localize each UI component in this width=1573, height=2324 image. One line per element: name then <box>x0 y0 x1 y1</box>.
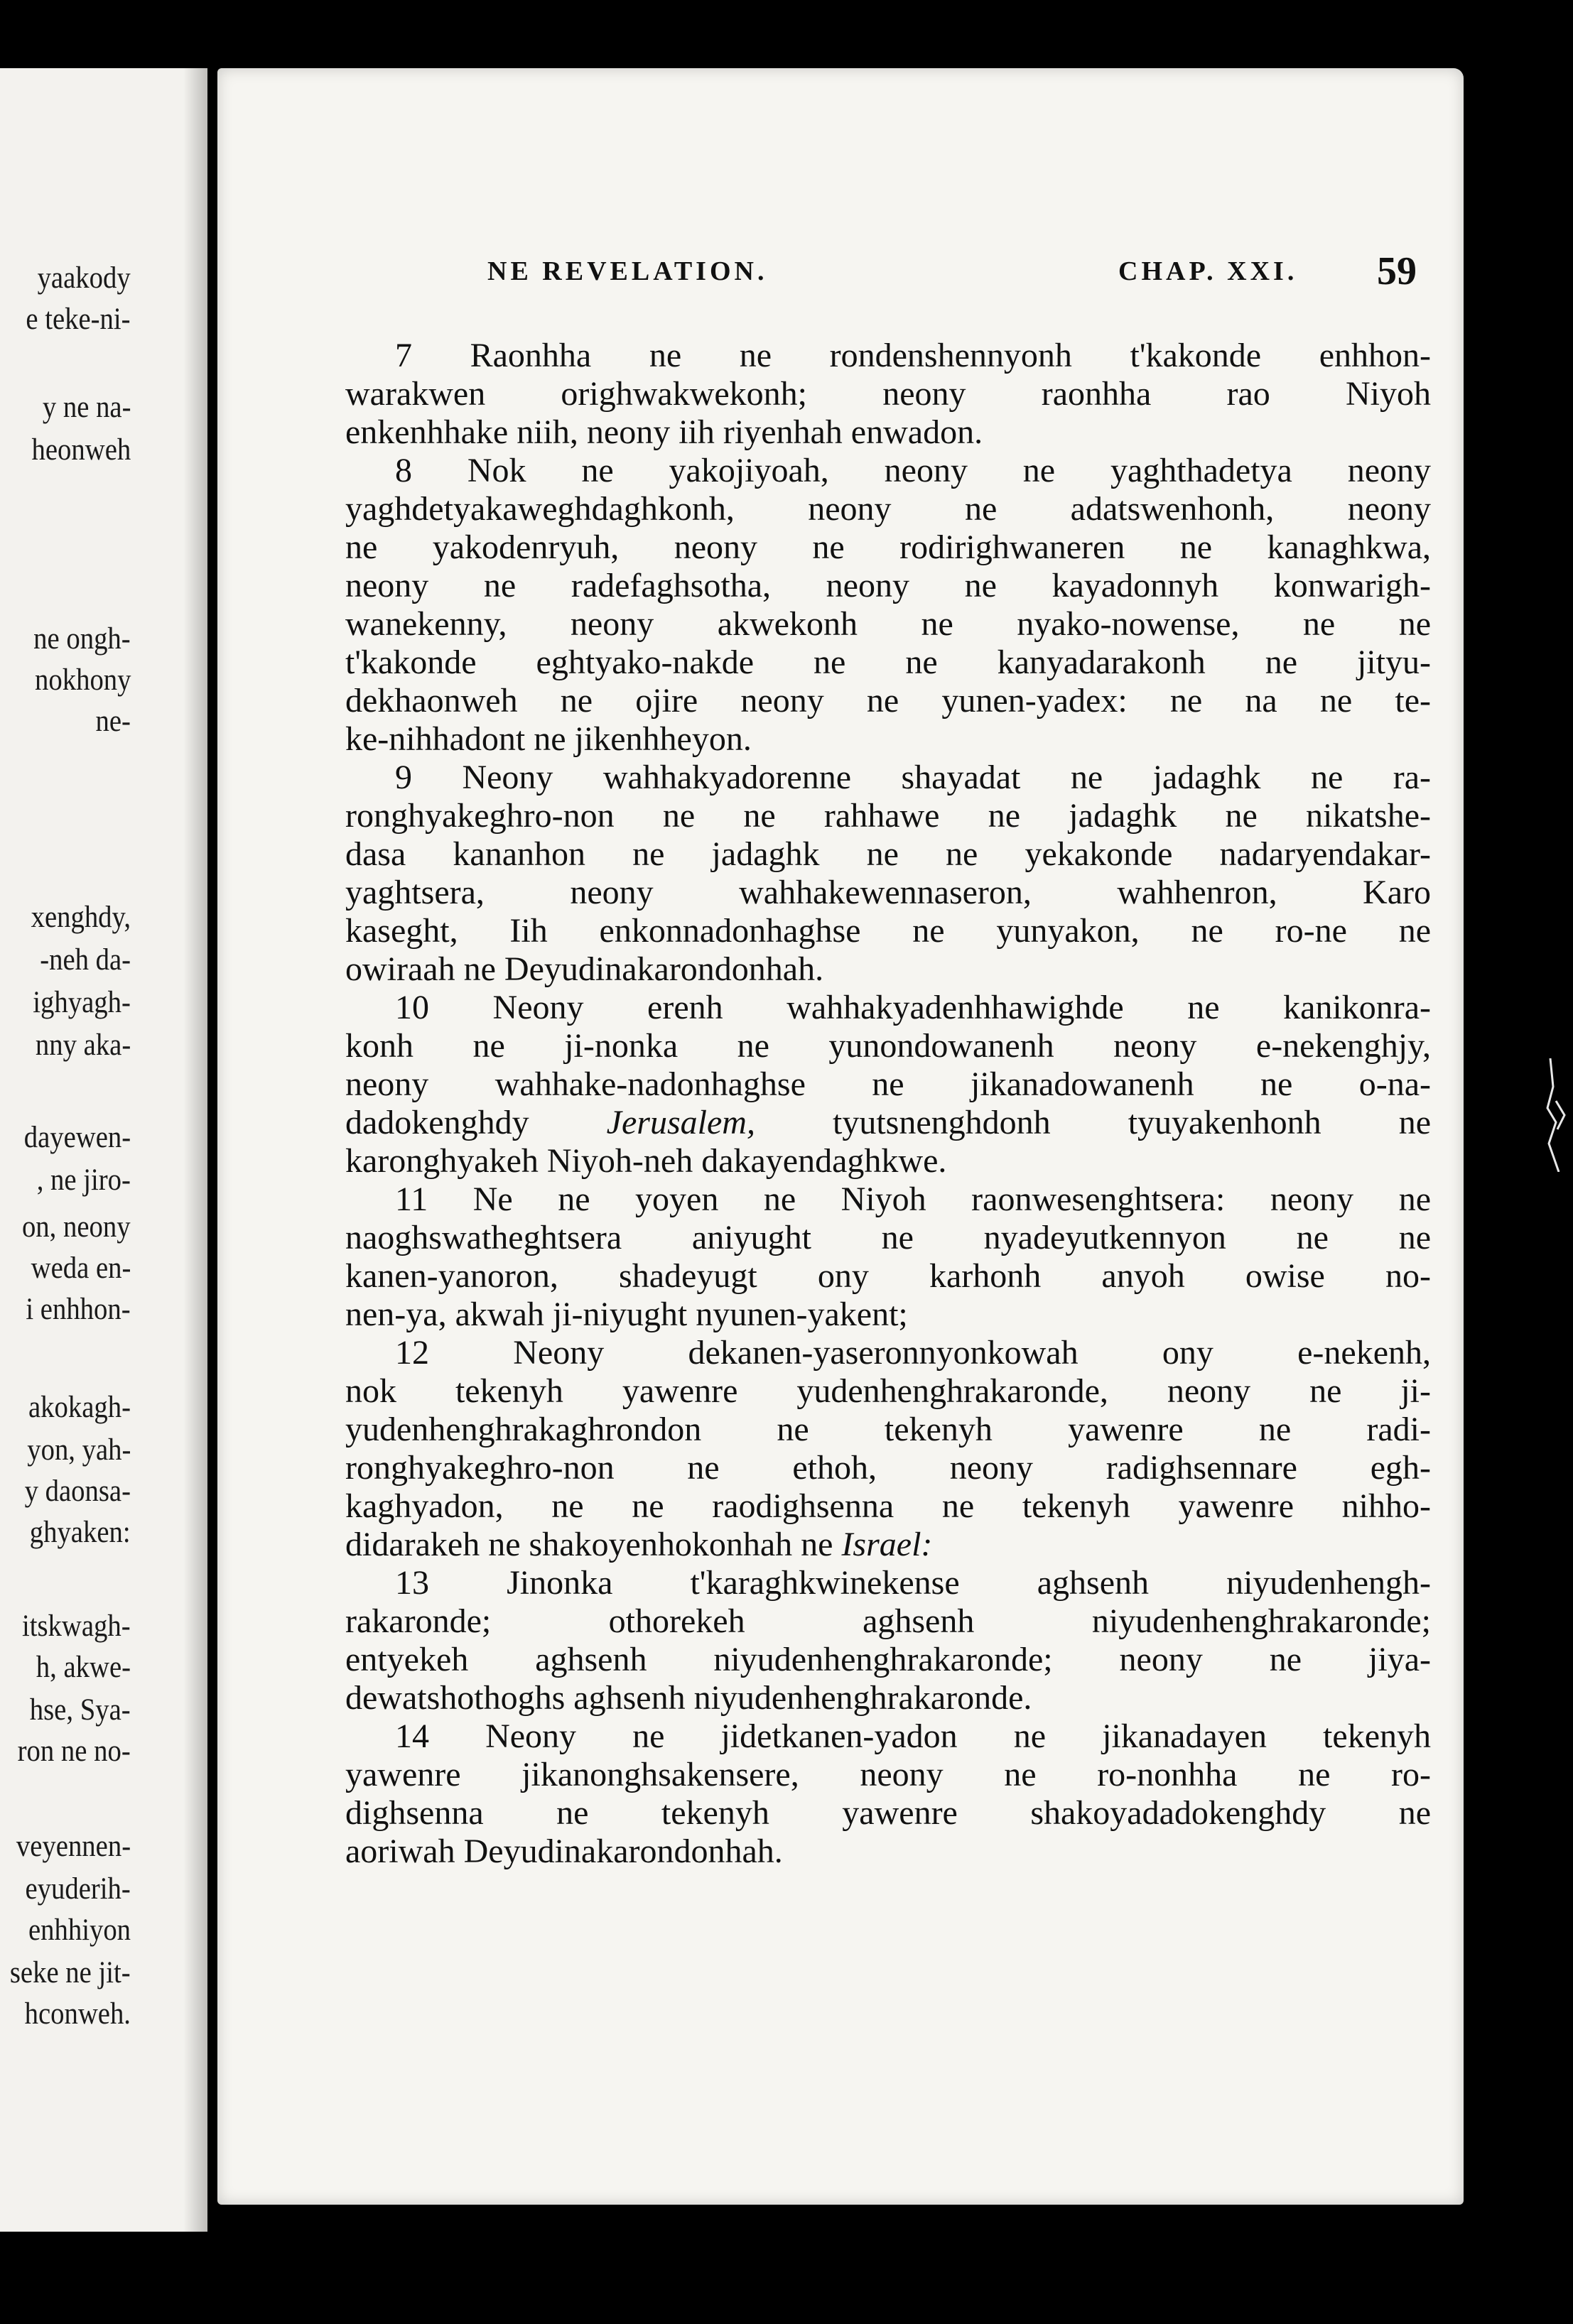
verse-start-line: 12 Neony dekanen-yaseronnyonkowah ony e-nekenh, <box>395 1334 1431 1372</box>
text-line: konh ne ji-nonka ne yunondowanenh neony e-nekenghjy, <box>345 1027 1431 1065</box>
text-line <box>345 1526 1431 1564</box>
text-line: nok tekenyh yawenre yudenhenghrakaronde, neony ne ji- <box>345 1372 1431 1410</box>
left-page-fragment: weda en- <box>31 1251 131 1285</box>
left-page-fragment: , ne jiro- <box>36 1163 131 1197</box>
text-line: nen-ya, akwah ji-niyught nyunen-yakent; <box>345 1296 908 1333</box>
text-line: warakwen orighwakwekonh; neony raonhha rao Niyoh <box>345 375 1431 413</box>
left-page-fragment: dayewen- <box>23 1121 131 1154</box>
text-line: ronghyakeghro-non ne ethoh, neony radighsennare egh- <box>345 1449 1431 1487</box>
verse-start-line: 9 Neony wahhakyadorenne shayadat ne jadaghk ne ra- <box>395 759 1431 796</box>
text-line: yawenre jikanonghsakensere, neony ne ro-nonhha ne ro- <box>345 1756 1431 1793</box>
text-line: ne yakodenryuh, neony ne rodirighwaneren ne kanaghkwa, <box>345 528 1431 566</box>
text-line: dasa kananhon ne jadaghk ne ne yekakonde nadaryendakar- <box>345 835 1431 873</box>
left-page-fragment: ghyaken: <box>30 1516 131 1549</box>
left-page-fragment: y daonsa- <box>24 1475 131 1508</box>
left-page-fragment: enhhiyon <box>28 1913 131 1947</box>
left-page-fragment: veyennen- <box>16 1830 131 1863</box>
text-line: rakaronde; othorekeh aghsenh niyudenhenghrakaronde; <box>345 1602 1431 1640</box>
scan-edge-mark-icon <box>1546 1058 1567 1172</box>
text-line: naoghswatheghtsera aniyught ne nyadeyutkennyon ne ne <box>345 1219 1431 1256</box>
left-page-fragment: nny aka- <box>35 1028 131 1062</box>
left-page-fragment: akokagh- <box>28 1391 131 1424</box>
left-page-fragment: ighyagh- <box>33 986 131 1019</box>
left-page <box>0 68 207 2232</box>
left-page-fragment: xenghdy, <box>31 901 131 934</box>
left-page-fragment: hconweh. <box>24 1997 131 2031</box>
text-line: enkenhhake niih, neony iih riyenhah enwadon. <box>345 413 983 451</box>
verse-start-line: 14 Neony ne jidetkanen-yadon ne jikanadayen tekenyh <box>395 1717 1431 1755</box>
running-title: NE REVELATION. <box>487 256 768 286</box>
body-text <box>345 337 1431 1871</box>
left-page-fragment: seke ne jit- <box>10 1956 131 1989</box>
text-line: karonghyakeh Niyoh-neh dakayendaghkwe. <box>345 1142 947 1180</box>
text-line: yaghtsera, neony wahhakewennaseron, wahhenron, Karo <box>345 874 1431 911</box>
text-line: yudenhenghrakaghrondon ne tekenyh yawenre ne radi- <box>345 1411 1431 1448</box>
verse-start-line: 13 Jinonka t'karaghkwinekense aghsenh niyudenhengh- <box>395 1564 1431 1602</box>
left-page-fragment: ne- <box>95 705 131 738</box>
left-page-fragment: hse, Sya- <box>30 1693 131 1727</box>
italic-name: Israel: <box>841 1526 933 1563</box>
text-line: neony ne radefaghsotha, neony ne kayadonnyh konwarigh- <box>345 567 1431 604</box>
verse-start-line: 11 Ne ne yoyen ne Niyoh raonwesenghtsera: neony ne <box>395 1180 1431 1218</box>
left-page-fragment: y ne na- <box>42 391 131 424</box>
text-line: ke-nihhadont ne jikenhheyon. <box>345 720 752 758</box>
left-page-fragment: h, akwe- <box>36 1651 131 1684</box>
text-line: kaseght, Iih enkonnadonhaghse ne yunyakon, ne ro-ne ne <box>345 912 1431 950</box>
verse-start-line: 8 Nok ne yakojiyoah, neony ne yaghthadetya neony <box>395 452 1431 489</box>
left-page-fragment: -neh da- <box>40 943 131 977</box>
text-line: kanen-yanoron, shadeyugt ony karhonh anyoh owise no- <box>345 1257 1431 1295</box>
text-line: aoriwah Deyudinakarondonhah. <box>345 1832 783 1870</box>
text-line: entyekeh aghsenh niyudenhenghrakaronde; neony ne jiya- <box>345 1641 1431 1678</box>
right-page <box>217 68 1464 2205</box>
text-line: kaghyadon, ne ne raodighsenna ne tekenyh yawenre nihho- <box>345 1487 1431 1525</box>
line-text: tyutsnenghdonh tyuyakenhonh ne <box>755 1104 1432 1141</box>
left-page-fragment: heonweh <box>31 433 131 467</box>
page-number: 59 <box>1377 249 1417 293</box>
italic-name: Jerusalem, <box>606 1104 755 1141</box>
text-line <box>345 1104 1431 1142</box>
left-page-fragment: nokhony <box>34 663 131 697</box>
text-line: neony wahhake-nadonhaghse ne jikanadowanenh ne o-na- <box>345 1065 1431 1103</box>
left-page-text-fragments <box>0 68 207 2232</box>
left-page-fragment: on, neony <box>22 1210 131 1244</box>
line-text: dadokenghdy <box>345 1104 607 1141</box>
left-page-fragment: yon, yah- <box>26 1433 131 1467</box>
left-page-fragment: e teke-ni- <box>26 303 131 336</box>
left-page-fragment: ne ongh- <box>33 622 131 656</box>
left-page-fragment: itskwagh- <box>22 1609 131 1643</box>
line-text: didarakeh ne shakoyenhokonhah ne <box>345 1526 842 1563</box>
page-header <box>352 249 1417 291</box>
chapter-label: CHAP. XXI. <box>1118 256 1298 286</box>
left-page-fragment: eyuderih- <box>25 1872 131 1906</box>
left-page-fragment: yaakody <box>37 261 131 295</box>
text-line: wanekenny, neony akwekonh ne nyako-nowense, ne ne <box>345 605 1431 643</box>
text-line: dighsenna ne tekenyh yawenre shakoyadadokenghdy ne <box>345 1794 1431 1832</box>
verse-start-line: 7 Raonhha ne ne rondenshennyonh t'kakonde enhhon- <box>395 337 1431 374</box>
text-line: dekhaonweh ne ojire neony ne yunen-yadex: ne na ne te- <box>345 682 1431 720</box>
text-line: yaghdetyakaweghdaghkonh, neony ne adatswenhonh, neony <box>345 490 1431 528</box>
verse-start-line: 10 Neony erenh wahhakyadenhhawighde ne kanikonra- <box>395 989 1431 1026</box>
text-line: owiraah ne Deyudinakarondonhah. <box>345 950 824 988</box>
text-line: t'kakonde eghtyako-nakde ne ne kanyadarakonh ne jityu- <box>345 644 1431 681</box>
left-page-fragment: i enhhon- <box>26 1293 131 1326</box>
text-line: dewatshothoghs aghsenh niyudenhenghrakaronde. <box>345 1679 1032 1717</box>
text-line: ronghyakeghro-non ne ne rahhawe ne jadaghk ne nikatshe- <box>345 797 1431 835</box>
left-page-fragment: ron ne no- <box>17 1734 131 1768</box>
